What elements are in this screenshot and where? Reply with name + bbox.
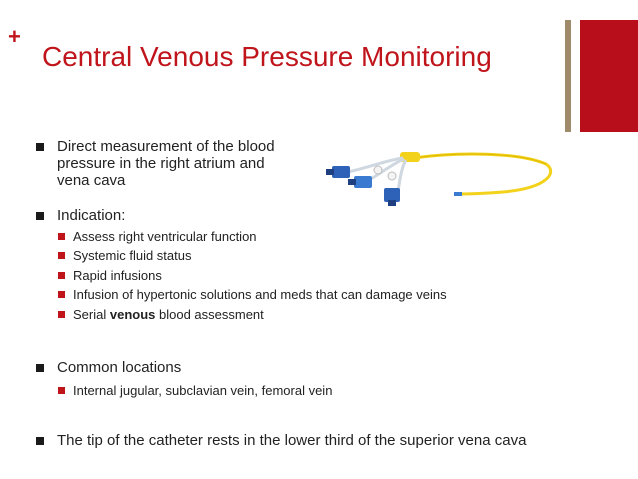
- sub-bullet-text: Assess right ventricular function: [73, 229, 257, 244]
- slide-title: Central Venous Pressure Monitoring: [42, 41, 492, 72]
- sub-bullet: [73, 268, 162, 283]
- bullet-text: Common locations: [57, 359, 182, 376]
- sub-bullet-text: Systemic fluid status: [73, 248, 192, 263]
- bullet-line: vena cava: [57, 172, 126, 189]
- bullet-catheter-tip: [57, 432, 526, 449]
- bullet-direct-measurement: [57, 138, 275, 189]
- bullet-square-icon: [36, 364, 44, 372]
- bullet-square-icon: [36, 437, 44, 445]
- bullet-text: The tip of the catheter rests in the lower third of the superior vena cava: [57, 432, 527, 449]
- decorative-olive-bar: [565, 20, 571, 132]
- sub-bullet-text-bold: venous: [109, 307, 156, 322]
- sub-bullet-text-after: blood assessment: [155, 307, 264, 322]
- decorative-red-bar: [580, 20, 638, 132]
- sub-bullet: [73, 248, 192, 263]
- sub-bullet-text: Rapid infusions: [73, 268, 162, 283]
- sub-bullet-text-before: Serial: [73, 307, 110, 322]
- sub-bullet-text: Infusion of hypertonic solutions and meds that can damage veins: [73, 287, 447, 302]
- bullet-line: pressure in the right atrium and: [57, 155, 265, 172]
- sub-bullet-square-icon: [58, 311, 65, 318]
- sub-bullet-square-icon: [58, 272, 65, 279]
- sub-bullet-square-icon: [58, 233, 65, 240]
- bullet-line: Direct measurement of the blood: [57, 138, 275, 155]
- sub-bullet: [73, 383, 332, 398]
- sub-bullet-square-icon: [58, 252, 65, 259]
- bullet-square-icon: [36, 212, 44, 220]
- plus-mark: +: [8, 24, 21, 49]
- bullet-text: Indication:: [57, 207, 126, 224]
- central-venous-catheter-image: [318, 130, 558, 220]
- sub-bullet: [73, 287, 447, 302]
- bullet-indication: [57, 207, 125, 224]
- sub-bullet-square-icon: [58, 291, 65, 298]
- sub-bullet-square-icon: [58, 387, 65, 394]
- sub-bullet-text: Internal jugular, subclavian vein, femoral vein: [73, 383, 333, 398]
- bullet-square-icon: [36, 143, 44, 151]
- sub-bullet: [73, 307, 264, 322]
- sub-bullet: [73, 229, 257, 244]
- bullet-common-locations: [57, 359, 181, 376]
